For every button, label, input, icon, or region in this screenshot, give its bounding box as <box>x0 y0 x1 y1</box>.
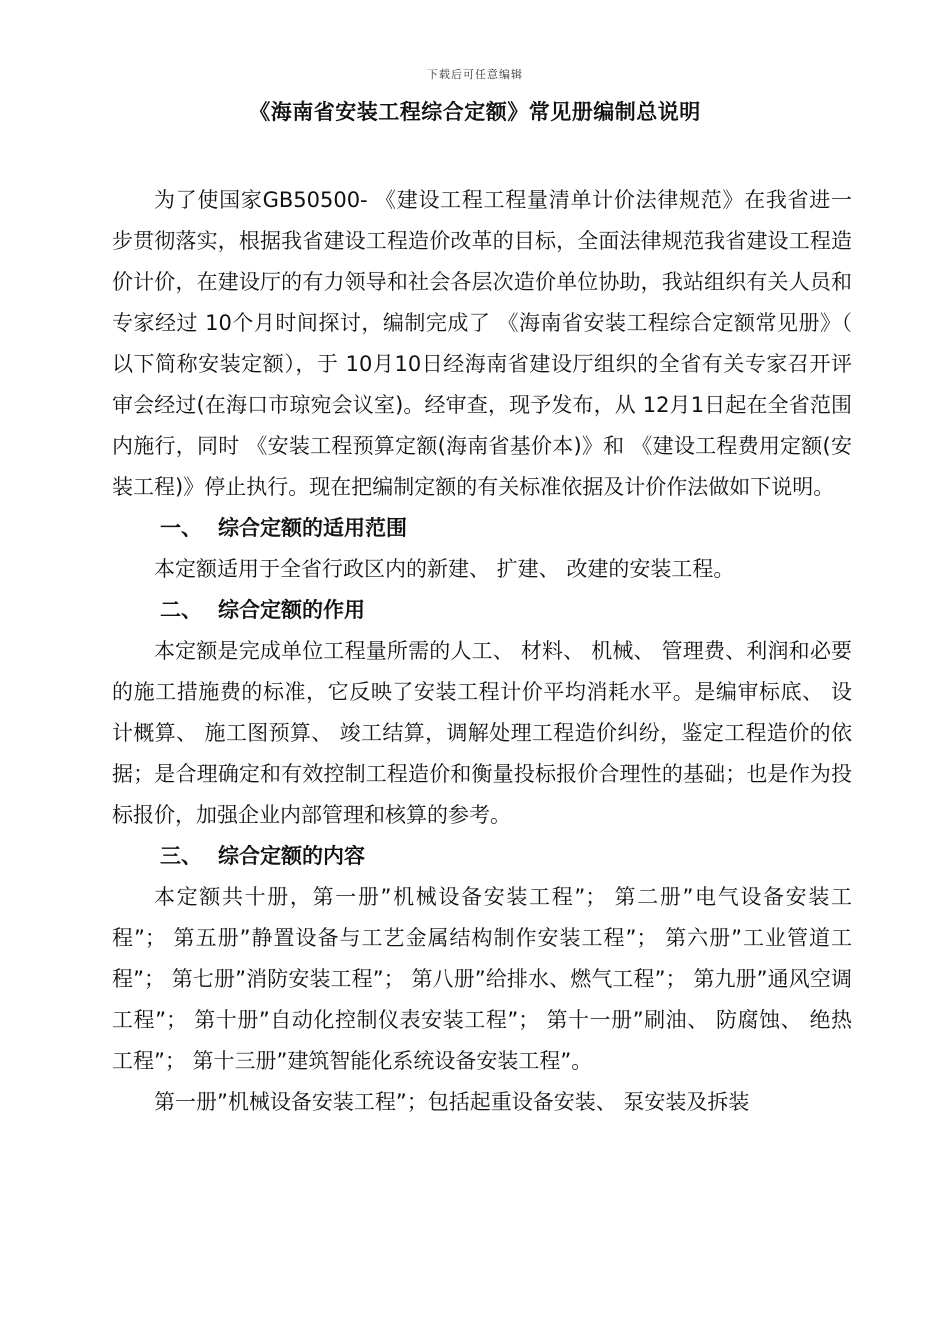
section-heading <box>112 836 852 877</box>
section-title: 综合定额的作用 <box>218 598 365 622</box>
section-paragraph: 第一册”机械设备安装工程”；包括起重设备安装、 泵安装及拆装 <box>154 1090 750 1114</box>
section-number: 一、 <box>160 516 202 540</box>
intro-paragraph: 为了使国家GB50500- 《建设工程工程量清单计价法律规范》在我省进一步贯彻落实，根据我省建设工程造价改革的目标，全面法律规范我省建设工程造价计价，在建设厅的有力领导和社会各层次造价单位协助，我站组织有关人员和专家经过 10个月时间探讨，编制完成了 《海南省安装工程综合定额常见册》（ 以下简称安装定额），于 10月10日经海南省建设厅组织的全省有关专家召开评审会经过(在海口市琼宛会议室)。经审查，现予发布，从 12月1日起在全省范围内施行，同时 《安装工程预算定额(海南省基价本)》和 《建设工程费用定额(安装工程)》停止执行。现在把编制定额的有关标准依据及计价作法做如下说明。 <box>112 188 852 499</box>
section-number: 三、 <box>160 844 202 868</box>
section-heading <box>112 508 852 549</box>
section-paragraph: 本定额共十册，第一册”机械设备安装工程”； 第二册”电气设备安装工程”； 第五册”静置设备与工艺金属结构制作安装工程”； 第六册”工业管道工程”； 第七册”消防安装工程”； 第八册”给排水、燃气工程”； 第九册”通风空调工程”； 第十册”自动化控制仪表安装工程”； 第十一册”刷油、 防腐蚀、 绝热工程”； 第十三册”建筑智能化系统设备安装工程”。 <box>112 885 852 1073</box>
document-body <box>112 180 852 1123</box>
section-paragraph: 本定额是完成单位工程量所需的人工、 材料、 机械、 管理费、利润和必要的施工措施费的标准，它反映了安装工程计价平均消耗水平。是编审标底、 设计概算、 施工图预算、 竣工结算，调解处理工程造价纠纷，鉴定工程造价的依据；是合理确定和有效控制工程造价和衡量投标报价合理性的基础；也是作为投标报价，加强企业内部管理和核算的参考。 <box>112 639 852 827</box>
section-heading <box>112 590 852 631</box>
section-title: 综合定额的适用范围 <box>218 516 407 540</box>
document-title: 《海南省安装工程综合定额》常见册编制总说明 <box>249 100 701 124</box>
header-note: 下载后可任意编辑 <box>427 68 523 81</box>
section-paragraph: 本定额适用于全省行政区内的新建、 扩建、 改建的安装工程。 <box>154 557 735 581</box>
section-number: 二、 <box>160 598 202 622</box>
section-title: 综合定额的内容 <box>218 844 365 868</box>
